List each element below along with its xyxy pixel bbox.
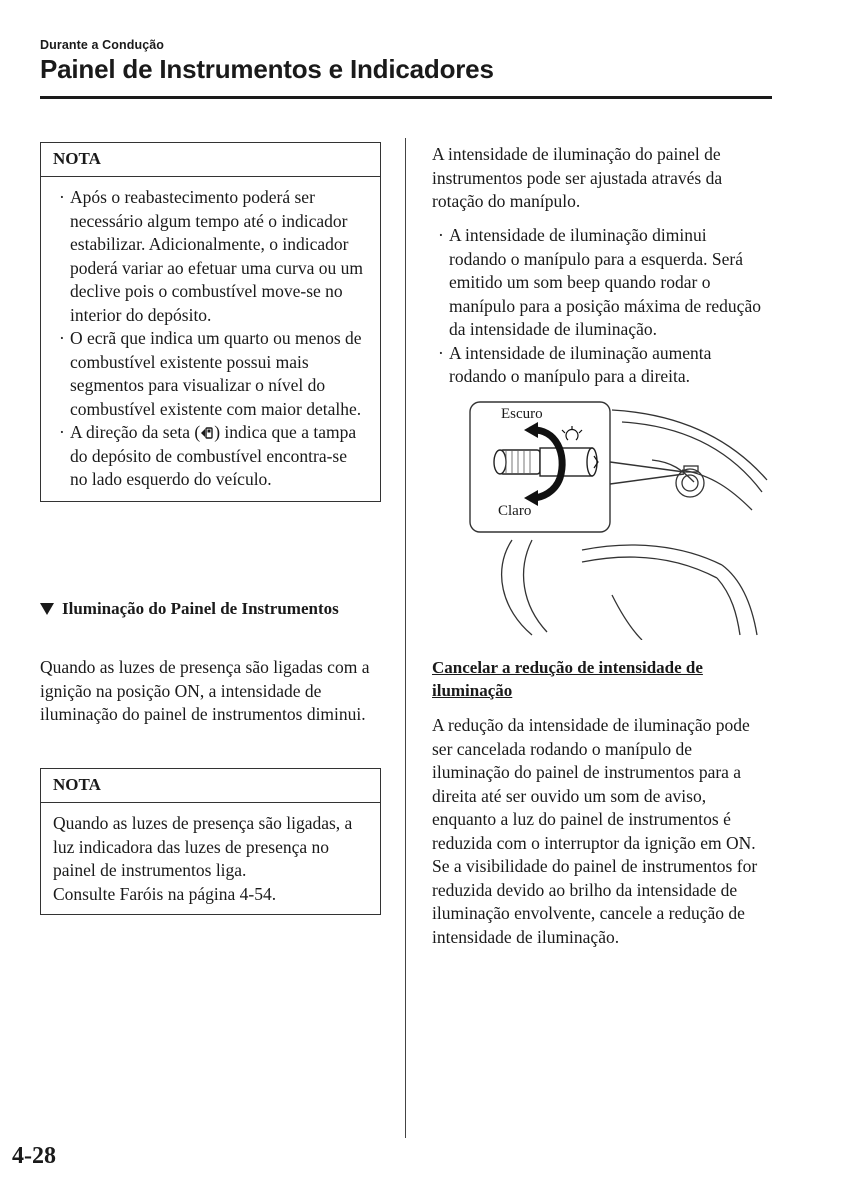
note-box-parking-lights — [40, 768, 381, 915]
note-line: Consulte Faróis na página 4-54. — [53, 883, 277, 904]
dimmer-bullet — [432, 342, 767, 389]
note-heading: NOTA — [41, 769, 380, 803]
column-divider — [405, 138, 406, 1138]
bullet-dot: · — [59, 328, 65, 348]
note-bullet — [53, 327, 368, 421]
dimmer-bullet-text: A intensidade de iluminação diminui rodando o manípulo para a esquerda. Será emitido um som beep quando rodar o manípulo para a posição máxima de redução da intensidade de iluminação. — [449, 225, 761, 339]
section-heading-text: Iluminação do Painel de Instrumentos — [62, 599, 339, 618]
note-bullet-text: Após o reabastecimento poderá ser necessário algum tempo até o indicador estabilizar. Adicionalmente, o indicador poderá variar ao efetuar uma curva ou um declive pois o combustível move-se no interior do depósito. — [70, 187, 363, 325]
fuel-door-arrow-icon — [200, 423, 214, 437]
note-bullet-text-after: ) indica que a tampa do depósito de combustível encontra-se no lado esquerdo do veículo. — [70, 422, 357, 489]
dimmer-intro: A intensidade de iluminação do painel de instrumentos pode ser ajustada através da rotação do manípulo. — [432, 144, 723, 211]
label-dark: Escuro — [501, 406, 543, 422]
bullet-dot: · — [438, 342, 444, 363]
cancel-dimming-heading: Cancelar a redução de intensidade de iluminação — [432, 658, 703, 700]
note-bullet-text-before: A direção da seta ( — [70, 422, 201, 442]
section-triangle-icon — [40, 603, 54, 615]
note-body — [41, 177, 380, 501]
page-number: 4-28 — [12, 1143, 56, 1169]
label-bright: Claro — [498, 503, 532, 519]
bullet-dot: · — [438, 225, 444, 245]
note-body — [41, 803, 380, 914]
note-bullet-text: O ecrã que indica um quarto ou menos de combustível existente possui mais segmentos para visualizar o nível do combustível existente com maior detalhe. — [70, 328, 362, 419]
dimmer-bullet-text: A intensidade de iluminação aumenta rodando o manípulo para a direita. — [449, 342, 712, 386]
bullet-dot: · — [59, 187, 65, 207]
dimmer-bullets — [432, 224, 767, 389]
note-heading: NOTA — [41, 143, 380, 177]
note-bullet — [53, 186, 368, 327]
cancel-dimming-paragraph: A redução da intensidade de iluminação pode ser cancelada rodando o manípulo de iluminação do painel de instrumentos para a direita até ser ouvido um som de aviso, enquanto a luz do painel de instrumentos é reduzida com o interruptor da ignição em ON. Se a visibilidade do painel de instrumentos for reduzida devido ao brilho da intensidade de iluminação envolvente, cancele a redução de intensidade de iluminação. — [432, 715, 758, 947]
page-title: Painel de Instrumentos e Indicadores — [40, 54, 494, 84]
dimmer-figure — [432, 400, 772, 640]
dimmer-bullet — [432, 224, 767, 342]
note-box-fuel — [40, 142, 381, 502]
title-rule — [40, 96, 772, 99]
section-label: Durante a Condução — [40, 38, 165, 52]
bullet-dot: · — [59, 422, 65, 442]
note-bullet — [53, 421, 368, 492]
section-heading-illumination — [40, 597, 370, 620]
note-line: Quando as luzes de presença são ligadas, a luz indicadora das luzes de presença no painel de instrumentos liga. — [53, 813, 353, 880]
illumination-paragraph: Quando as luzes de presença são ligadas com a ignição na posição ON, a intensidade de iluminação do painel de instrumentos diminui. — [40, 657, 370, 724]
dimmer-illustration — [432, 400, 772, 640]
